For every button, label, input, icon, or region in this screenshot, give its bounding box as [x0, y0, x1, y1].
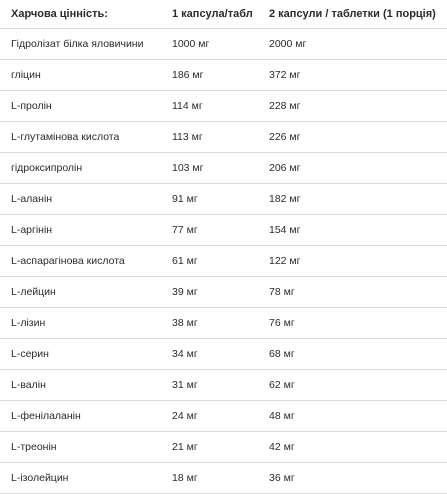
nutrient-name: L-валін [0, 370, 161, 401]
header-per-capsule: 1 капсула/табл [161, 0, 258, 29]
nutrient-name: L-пролін [0, 91, 161, 122]
table-row [0, 60, 447, 91]
table-row [0, 277, 447, 308]
amount-per-capsule: 24 мг [161, 401, 258, 432]
amount-per-capsule: 39 мг [161, 277, 258, 308]
amount-per-capsule: 186 мг [161, 60, 258, 91]
nutrient-name: L-аспарагінова кислота [0, 246, 161, 277]
amount-per-capsule: 21 мг [161, 432, 258, 463]
table-row [0, 184, 447, 215]
amount-per-serving: 182 мг [258, 184, 447, 215]
amount-per-capsule: 77 мг [161, 215, 258, 246]
table-row [0, 246, 447, 277]
header-nutrient: Харчова цінність: [0, 0, 161, 29]
amount-per-serving: 226 мг [258, 122, 447, 153]
nutrient-name: L-аргінін [0, 215, 161, 246]
nutrient-name: L-ізолейцин [0, 463, 161, 494]
nutrient-name: L-лізин [0, 308, 161, 339]
table-row [0, 370, 447, 401]
amount-per-serving: 36 мг [258, 463, 447, 494]
table-row [0, 122, 447, 153]
amount-per-serving: 2000 мг [258, 29, 447, 60]
nutrient-name: L-лейцин [0, 277, 161, 308]
nutrient-name: гліцин [0, 60, 161, 91]
table-row [0, 91, 447, 122]
amount-per-serving: 42 мг [258, 432, 447, 463]
amount-per-serving: 62 мг [258, 370, 447, 401]
amount-per-capsule: 103 мг [161, 153, 258, 184]
table-row [0, 463, 447, 494]
amount-per-capsule: 61 мг [161, 246, 258, 277]
amount-per-serving: 228 мг [258, 91, 447, 122]
amount-per-serving: 48 мг [258, 401, 447, 432]
amount-per-capsule: 31 мг [161, 370, 258, 401]
amount-per-capsule: 38 мг [161, 308, 258, 339]
amount-per-capsule: 18 мг [161, 463, 258, 494]
nutrient-name: L-фенілаланін [0, 401, 161, 432]
table-row [0, 29, 447, 60]
nutrient-name: гідроксипролін [0, 153, 161, 184]
table-row [0, 432, 447, 463]
header-row [0, 0, 447, 29]
table-header [0, 0, 447, 29]
amount-per-capsule: 34 мг [161, 339, 258, 370]
amount-per-capsule: 113 мг [161, 122, 258, 153]
nutrient-name: Гідролізат білка яловичини [0, 29, 161, 60]
table-row [0, 153, 447, 184]
amount-per-serving: 206 мг [258, 153, 447, 184]
amount-per-serving: 68 мг [258, 339, 447, 370]
amount-per-serving: 372 мг [258, 60, 447, 91]
amount-per-capsule: 114 мг [161, 91, 258, 122]
table-row [0, 308, 447, 339]
table-row [0, 401, 447, 432]
table-row [0, 339, 447, 370]
table-body [0, 29, 447, 494]
header-per-serving: 2 капсули / таблетки (1 порція) [258, 0, 447, 29]
amount-per-serving: 122 мг [258, 246, 447, 277]
nutrient-name: L-глутамінова кислота [0, 122, 161, 153]
amount-per-serving: 76 мг [258, 308, 447, 339]
amount-per-serving: 78 мг [258, 277, 447, 308]
amount-per-capsule: 1000 мг [161, 29, 258, 60]
table-row [0, 215, 447, 246]
amount-per-serving: 154 мг [258, 215, 447, 246]
amount-per-capsule: 91 мг [161, 184, 258, 215]
nutrient-name: L-треонін [0, 432, 161, 463]
nutrient-name: L-серин [0, 339, 161, 370]
nutrient-name: L-аланін [0, 184, 161, 215]
